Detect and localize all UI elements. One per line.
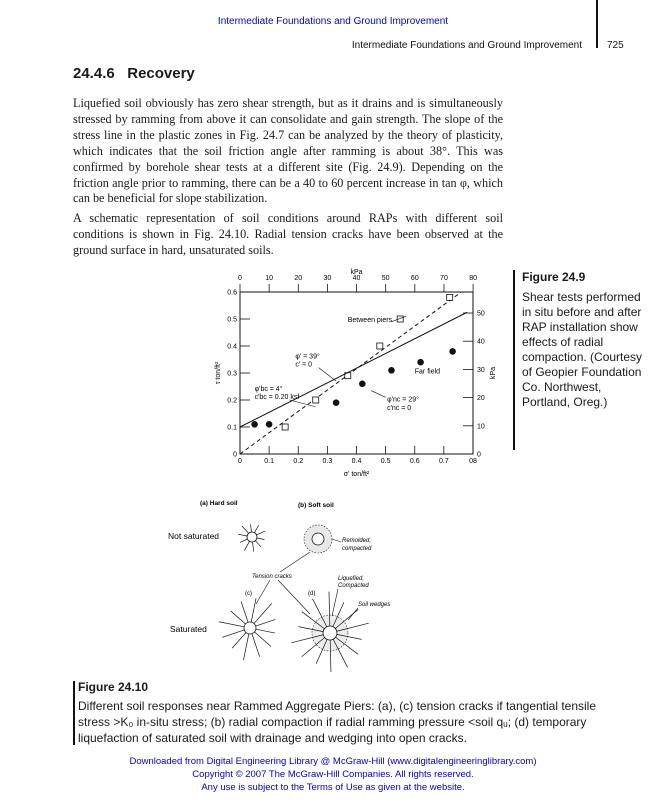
paragraph-recovery-1: Liquefied soil obviously has zero shear strength, but as it drains and is simultaneously stressed by ramming from above it can consolidate and gain strength. The slope of the stress line in the plastic zones in Fig. 24.7 can be analyzed by the theory of plasticity, which indicates that the soil friction angle after ramming is about 38°. This was confirmed by borehole shear tests at a different site (Fig. 24.9). Depending on the friction angle prior to ramming, there can be a 40 to 60 percent increase in tan φ, which can be beneficial for slope stabilization.	[73, 96, 503, 206]
figure-24-10-diagram	[160, 492, 420, 672]
leader-line	[280, 552, 310, 572]
section-title: Recovery	[127, 65, 195, 82]
right-tick-label: 10	[477, 423, 485, 431]
top-tick-label: 10	[265, 275, 274, 282]
note-soil-wedges: Soil wedges	[358, 602, 391, 608]
x-tick-label: 0.3	[322, 458, 333, 465]
section-heading	[73, 65, 195, 82]
y-tick-label: 0	[233, 451, 237, 459]
top-axis-label: kPa	[350, 269, 363, 276]
top-tick-label: 70	[440, 275, 448, 282]
section-number: 24.4.6	[73, 65, 115, 82]
leader-line	[332, 539, 341, 542]
far-field-point	[251, 421, 258, 428]
saturated-c-crack	[256, 619, 276, 626]
saturated-c-crack	[231, 611, 246, 624]
annotation-phi-nc: φ'nc = 29°	[387, 396, 419, 404]
between-piers-point	[377, 343, 383, 349]
annotation-phi-prime: φ' = 39°	[295, 353, 320, 361]
y-tick-label: 0.2	[227, 397, 237, 405]
x-tick-label: 0	[238, 458, 242, 465]
figure-rule	[513, 270, 515, 450]
saturated-c-crack	[254, 632, 270, 647]
figure-24-9-label: Figure 24.9	[522, 270, 586, 284]
between-piers-point	[447, 294, 453, 300]
between-piers-point	[313, 397, 319, 403]
saturated-d-pier	[323, 626, 337, 640]
row-label-saturated: Saturated	[170, 624, 207, 634]
right-tick-label: 50	[477, 310, 485, 318]
top-tick-label: 0	[238, 275, 242, 282]
hard-soil-crack	[251, 524, 252, 532]
saturated-c-crack	[252, 634, 260, 657]
annotation-c-nc: c'nc = 0	[387, 404, 412, 412]
top-tick-label: 40	[352, 275, 361, 282]
top-tick-label: 30	[323, 275, 332, 282]
x-tick-label: 0.5	[380, 458, 391, 465]
top-tick-label: 80	[469, 275, 477, 282]
saturated-c-crack	[232, 632, 246, 648]
header-rule	[596, 0, 598, 48]
top-tick-label: 60	[410, 275, 419, 282]
x-tick-label: 0.4	[351, 458, 362, 465]
saturated-c-pier	[244, 622, 256, 634]
right-tick-label: 20	[477, 395, 485, 403]
leader-line	[332, 589, 338, 616]
x-tick-label: 0.7	[439, 458, 449, 465]
leader-line	[319, 368, 336, 382]
saturated-c-crack	[222, 630, 244, 637]
leader-line	[278, 580, 310, 614]
y-tick-label: 0.6	[227, 289, 237, 297]
top-tick-label: 50	[381, 275, 390, 282]
soft-soil-pier	[312, 533, 324, 545]
hard-soil-crack	[242, 526, 249, 533]
right-tick-label: 40	[477, 338, 485, 346]
top-tick-label: 20	[294, 275, 303, 282]
leader-line	[256, 580, 270, 604]
top-banner[interactable]: Intermediate Foundations and Ground Improvement	[217, 16, 449, 27]
figure-24-10-caption: Different soil responses near Rammed Aggregate Piers: (a), (c) tension cracks if tangential tensile stress >K₀ in-situ stress; (b) radial compaction if radial ramming pressure <soil qᵤ; (d) temporary liquefaction of saturated soil with drainage and wedging into open cracks.	[78, 699, 597, 745]
saturated-c-crack	[241, 601, 248, 622]
far-field-point	[388, 367, 395, 374]
leader-line	[371, 391, 386, 398]
figure-24-9-chart	[210, 262, 500, 484]
hard-soil-crack	[257, 531, 266, 535]
hard-soil-crack	[244, 541, 249, 550]
figure-rule	[73, 681, 75, 745]
leader-line	[290, 400, 316, 407]
saturated-c-crack	[256, 629, 275, 633]
figure-24-9-caption: Shear tests performed in situ before and after RAP installation show effects of radial compaction. (Courtesy of Geopier Foundation Co. Northwest, Portland, Oreg.)	[522, 290, 643, 409]
hard-soil-pier	[247, 532, 257, 542]
y-axis-label: τ ton/ft²	[215, 361, 222, 385]
right-tick-label: 0	[477, 451, 481, 459]
x-tick-label: 0.1	[264, 458, 274, 465]
row-label-not-saturated: Not saturated	[168, 531, 220, 541]
note-remolded: Remolded,	[342, 538, 372, 544]
label-d: (d)	[308, 591, 316, 597]
footer-terms-link[interactable]: Any use is subject to the Terms of Use as given at the website.	[201, 782, 465, 793]
figure-24-10-label: Figure 24.10	[78, 680, 149, 694]
note-compacted: compacted	[342, 546, 372, 552]
right-tick-label: 30	[477, 366, 485, 374]
running-header: Intermediate Foundations and Ground Improvement	[351, 40, 582, 51]
label-hard-soil: (a) Hard soil	[200, 500, 238, 507]
annotation-far-field: Far field	[414, 368, 441, 376]
hard-soil-crack	[253, 542, 254, 552]
right-axis-label: kPa	[490, 366, 497, 380]
between-piers-point	[282, 424, 288, 430]
hard-soil-crack	[257, 538, 265, 540]
annotation-c-prime: c' = 0	[295, 361, 313, 369]
footer-download-link[interactable]: Downloaded from Digital Engineering Library @ McGraw-Hill (www.digitalengineeringlibrary.com)	[129, 756, 537, 767]
far-field-point	[266, 421, 273, 428]
note-tension-cracks: Tension cracks	[252, 574, 292, 580]
annotation-between-piers: Between piers	[347, 317, 393, 324]
far-field-point	[417, 359, 424, 366]
y-tick-label: 0.1	[227, 424, 237, 432]
hard-soil-crack	[254, 525, 258, 533]
leader-line	[348, 608, 358, 620]
x-tick-label: 08	[469, 458, 477, 465]
x-axis-label: σ' ton/ft²	[343, 471, 370, 478]
saturated-c-crack	[243, 634, 248, 660]
annotation-c-bc: c'bc = 0.20 ksf	[254, 393, 300, 401]
footer-copyright: Copyright © 2007 The McGraw-Hill Companies. All rights reserved.	[192, 769, 474, 780]
x-tick-label: 0.2	[293, 458, 304, 465]
hard-soil-crack	[238, 534, 247, 536]
x-tick-label: 0.6	[409, 458, 420, 465]
far-field-point	[449, 348, 456, 355]
y-tick-label: 0.4	[227, 343, 237, 351]
note-liquefied-compacted: Compacted	[338, 583, 369, 589]
hard-soil-crack	[240, 539, 247, 542]
saturated-c-crack	[254, 603, 272, 623]
label-c: (c)	[245, 591, 252, 597]
y-tick-label: 0.5	[227, 316, 237, 324]
page-number: 725	[607, 40, 624, 51]
far-field-point	[333, 399, 340, 406]
saturated-c-crack	[251, 598, 256, 622]
hard-soil-crack	[255, 541, 261, 547]
note-liquefied: Liquefied,	[338, 576, 365, 582]
paragraph-recovery-2: A schematic representation of soil conditions around RAPs with different soil conditions is shown in Fig. 24.10. Radial tension cracks have been observed at the ground surface in hard, unsaturated soils.	[73, 211, 503, 257]
annotation-phi-bc: φ'bc = 4°	[254, 385, 283, 393]
far-field-point	[359, 381, 366, 388]
saturated-c-crack	[219, 622, 244, 627]
y-tick-label: 0.3	[227, 370, 237, 378]
label-soft-soil: (b) Soft soil	[298, 502, 334, 509]
